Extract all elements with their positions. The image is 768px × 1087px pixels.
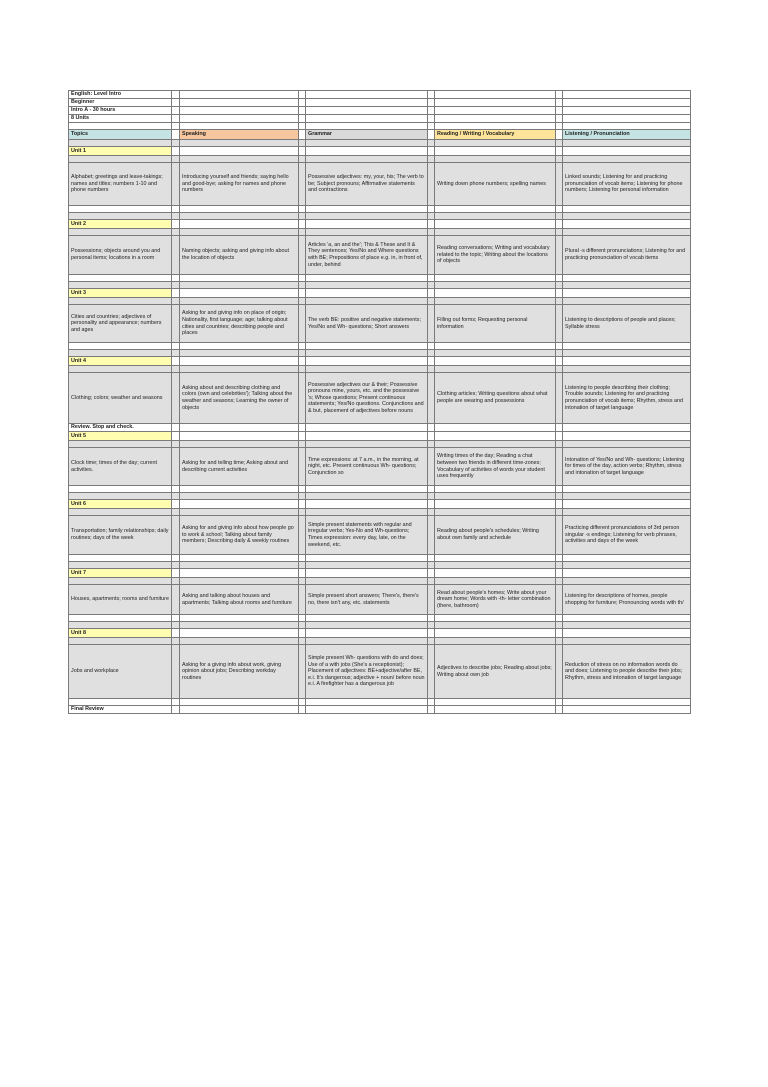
spacer-row [69, 298, 691, 305]
reading-cell: Adjectives to describe jobs; Reading about jobs; Writing about own job [435, 645, 556, 699]
unit-row [69, 147, 691, 156]
spacer-row [69, 638, 691, 645]
listening-cell: Listening to descriptions of people and places; Syllable stress [563, 305, 691, 343]
spacer-row [69, 123, 691, 130]
unit-content-row [69, 236, 691, 275]
unit-row [69, 629, 691, 638]
spacer-row [69, 555, 691, 562]
curriculum-table [68, 90, 691, 714]
unit-row [69, 357, 691, 366]
unit-label: Unit 1 [69, 147, 172, 156]
spacer-row [69, 140, 691, 147]
speaking-cell: Asking for a giving info about work, giving opinion about jobs; Describing workday routines [180, 645, 299, 699]
header-grammar: Grammar [306, 130, 428, 140]
grammar-cell: The verb BE: positive and negative statements; Yes/No and Wh- questions; Short answers [306, 305, 428, 343]
listening-cell: Reduction of stress on no information words do and does; Listening to people describe their jobs; Rhythm, stress and intonation of target language [563, 645, 691, 699]
unit-label: Unit 8 [69, 629, 172, 638]
speaking-cell: Asking for and giving info about how people go to work & school; Talking about family members; Describing daily & weekly routines [180, 516, 299, 555]
speaking-cell: Naming objects; asking and giving info about the location of objects [180, 236, 299, 275]
spacer-row [69, 275, 691, 282]
course-title: English: Level Intro [69, 91, 172, 99]
unit-label: Unit 2 [69, 220, 172, 229]
unit-content-row [69, 305, 691, 343]
unit-content-row [69, 516, 691, 555]
spacer-row [69, 562, 691, 569]
grammar-cell: Simple present short answers; There's, there's no, there isn't any, etc. statements [306, 585, 428, 615]
speaking-cell: Asking for and telling time; Asking about and describing current activities [180, 448, 299, 486]
spacer-row [69, 213, 691, 220]
spacer-row [69, 622, 691, 629]
reading-cell: Filling out forms; Requesting personal information [435, 305, 556, 343]
spacer-row [69, 578, 691, 585]
speaking-cell: Introducing yourself and friends; saying hello and good-bye; asking for names and phone numbers [180, 163, 299, 206]
topics-cell: Transportation; family relationships; daily routines; days of the week [69, 516, 172, 555]
course-level: Beginner [69, 99, 172, 107]
listening-cell: Listening to people describing their clothing; Trouble sounds; Listening for and practicing pronunciation of vocab items; Rhythm, stress and intonation of target language [563, 373, 691, 424]
speaking-cell: Asking for and giving info on place of origin; Nationality, first language; age; talking about cities and countries; describing people and places [180, 305, 299, 343]
unit-label: Unit 5 [69, 432, 172, 441]
topics-cell: Possessions; objects around you and personal items; locations in a room [69, 236, 172, 275]
topics-cell: Clothing; colors; weather and seasons [69, 373, 172, 424]
unit-content-row [69, 448, 691, 486]
spacer-row [69, 509, 691, 516]
spacer-row [69, 493, 691, 500]
spacer-row [69, 366, 691, 373]
level-row [69, 99, 691, 107]
unit-label: Unit 3 [69, 289, 172, 298]
course-hours: Intro A - 30 hours [69, 107, 172, 115]
listening-cell: Plural -s different pronunciations; Listening for and practicing pronunciation of vocab items [563, 236, 691, 275]
topics-cell: Cities and countries; adjectives of personality and appearance; numbers and ages [69, 305, 172, 343]
spacer-row [69, 615, 691, 622]
units-count-row [69, 115, 691, 123]
unit-label: Unit 7 [69, 569, 172, 578]
header-listening: Listening / Pronunciation [563, 130, 691, 140]
spacer-row [69, 441, 691, 448]
speaking-cell: Asking about and describing clothing and colors (own and celebrities'); Talking about the weather and seasons; Learning the owner of objects [180, 373, 299, 424]
unit-content-row [69, 163, 691, 206]
grammar-cell: Time expressions: at 7 a.m., in the morning, at night, etc. Present continuous Wh- questions; Conjunction so [306, 448, 428, 486]
reading-cell: Reading about people's schedules; Writing about own family and schedule [435, 516, 556, 555]
listening-cell: Practicing different pronunciations of 3rd person singular -s endings; Listening for verb phrases, activities and days of the week [563, 516, 691, 555]
spacer-row [69, 229, 691, 236]
unit-content-row [69, 585, 691, 615]
unit-row [69, 432, 691, 441]
title-row [69, 91, 691, 99]
unit-label: Unit 6 [69, 500, 172, 509]
spacer-row [69, 699, 691, 706]
unit-row [69, 500, 691, 509]
unit-label: Unit 4 [69, 357, 172, 366]
spacer-row [69, 350, 691, 357]
reading-cell: Writing times of the day; Reading a chat between two friends in different time-zones; Vocabulary of activities of words your student uses frequently [435, 448, 556, 486]
unit-row [69, 289, 691, 298]
header-row [69, 130, 691, 140]
unit-row [69, 220, 691, 229]
grammar-cell: Possessive adjectives our & their; Possessive pronouns mine, yours, etc. and the possessive 's; Whose questions; Present continuous statements; Yes/No questions. Conjunctions and & but, placement of adjectives before nouns [306, 373, 428, 424]
hours-row [69, 107, 691, 115]
topics-cell: Alphabet; greetings and leave-takings; names and titles; numbers 1-10 and phone numbers [69, 163, 172, 206]
review-label: Review. Stop and check. [69, 424, 172, 432]
listening-cell: Linked sounds; Listening for and practicing pronunciation of vocab items; Listening for phone numbers; Listening for personal information [563, 163, 691, 206]
header-reading: Reading / Writing / Vocabulary [435, 130, 556, 140]
unit-content-row [69, 373, 691, 424]
unit-row [69, 569, 691, 578]
reading-cell: Writing down phone numbers; spelling names [435, 163, 556, 206]
header-speaking: Speaking [180, 130, 299, 140]
grammar-cell: Simple present statements with regular and irregular verbs; Yes-No and Wh-questions; Times expression: every day, late, on the weekend, etc. [306, 516, 428, 555]
topics-cell: Houses, apartments; rooms and furniture [69, 585, 172, 615]
final-review-label: Final Review [69, 706, 172, 714]
reading-cell: Read about people's homes; Write about your dream home; Words with -th- letter combination (there, bathroom) [435, 585, 556, 615]
grammar-cell: Possessive adjectives: my, your, his; The verb to be; Subject pronouns; Affirmative statements and contractions [306, 163, 428, 206]
topics-cell: Jobs and workplace [69, 645, 172, 699]
spacer-row [69, 156, 691, 163]
review-row [69, 424, 691, 432]
spacer-row [69, 486, 691, 493]
spacer-row [69, 343, 691, 350]
unit-content-row [69, 645, 691, 699]
speaking-cell: Asking and talking about houses and apartments; Talking about rooms and furniture [180, 585, 299, 615]
course-units-count: 8 Units [69, 115, 172, 123]
final-review-row [69, 706, 691, 714]
topics-cell: Clock time; times of the day; current activities. [69, 448, 172, 486]
header-topics: Topics [69, 130, 172, 140]
listening-cell: Intonation of Yes/No and Wh- questions; Listening for times of the day, action verbs; Rhythm, stress and intonation of target language [563, 448, 691, 486]
spacer-row [69, 206, 691, 213]
grammar-cell: Simple present Wh- questions with do and does; Use of a with jobs (She's a receptionist); Placement of adjectives: BE+adjective/after BE, e.i. It's dangerous; adjective + noun/ before noun e.i. A firefighter has a dangerous job [306, 645, 428, 699]
spacer-row [69, 282, 691, 289]
reading-cell: Clothing articles; Writing questions about what people are wearing and possessions [435, 373, 556, 424]
reading-cell: Reading conversations; Writing and vocabulary related to the topic; Writing about the locations of objects [435, 236, 556, 275]
listening-cell: Listening for descriptions of homes, people shopping for furniture; Pronouncing words with th/ [563, 585, 691, 615]
grammar-cell: Articles 'a, an and the'; This & These and It & They sentences; Yes/No and Where questions with BE; Prepositions of place e.g. in, in front of, under, behind [306, 236, 428, 275]
